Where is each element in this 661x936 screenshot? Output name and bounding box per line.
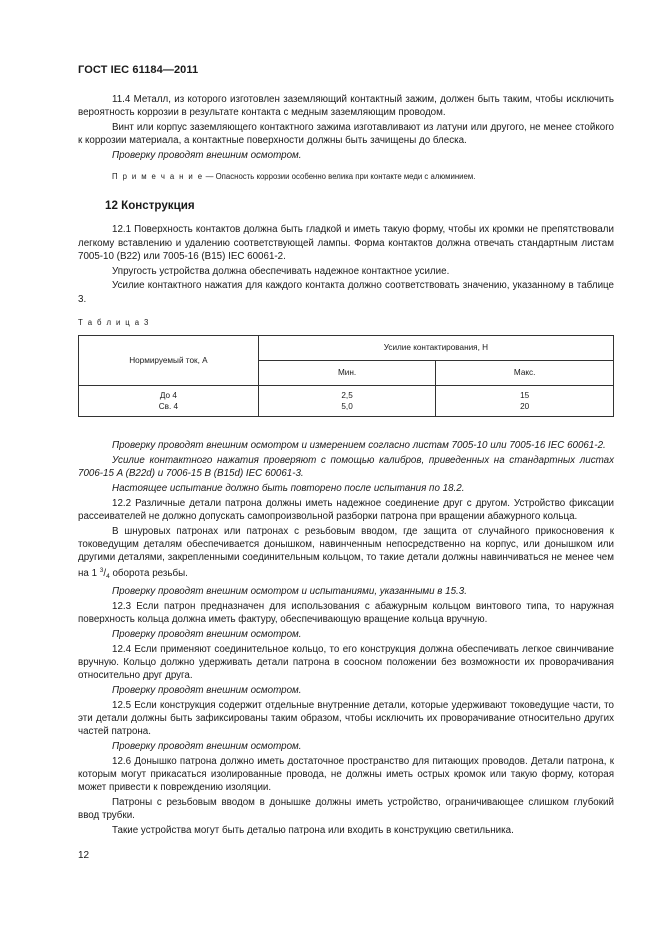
paragraph-12-1-force: Усилие контактного нажатия для каждого контакта должно соответствовать значению, указанному в таблице 3. <box>78 280 614 305</box>
max-value: 20 <box>520 402 530 412</box>
note-text: — Опасность коррозии особенно велика при контакте меди с алюминием. <box>203 172 476 182</box>
fraction-denominator: 4 <box>106 573 110 581</box>
verification-note: Проверку проводят внешним осмотром. <box>112 628 302 640</box>
section-title: 12 Конструкция <box>105 199 195 213</box>
header-min: Мин. <box>258 360 436 386</box>
paragraph-12-5: 12.5 Если конструкция содержит отдельные внутренние детали, которые удерживают токоведущие части, то эти детали должны быть зафиксированы таким образом, чтобы исключить их проворачивание относительно других частей патрона. <box>78 699 614 738</box>
note-label: П р и м е ч а н и е <box>112 172 204 182</box>
max-cell <box>436 386 614 417</box>
current-value: Св. 4 <box>158 402 179 412</box>
verification-gauge: Проверку проводят внешним осмотром и измерением согласно листам 7005-10 или 7005-16 IEC 60061-2. <box>112 440 606 452</box>
document-body <box>78 93 614 837</box>
paragraph-11-4: 11.4 Металл, из которого изготовлен заземляющий контактный зажим, должен быть таким, чтобы исключить вероятность коррозии в результате контакта с медным заземляющим проводом. <box>78 94 614 119</box>
paragraph-12-4: 12.4 Если применяют соединительное кольцо, то его конструкция должна обеспечивать легкое свинчивание вручную. Кольцо должно удерживать детали патрона в соосном положении без возможности их проворачивания относительно друг друга. <box>78 643 614 682</box>
document-header: ГОСТ IEC 61184—2011 <box>78 64 199 76</box>
header-force: Усилие контактирования, Н <box>258 336 613 360</box>
paragraph-12-6: 12.6 Донышко патрона должно иметь достаточное пространство для питающих проводов. Детали патрона, к которым могут прикасаться изолированные провода, не должны иметь острых кромок или такую форму, которая может привести к повреждению изоляции. <box>78 755 614 794</box>
verification-tests: Проверку проводят внешним осмотром и испытаниями, указанными в 15.3. <box>112 586 467 598</box>
verification-note: Проверку проводят внешним осмотром. <box>112 684 302 696</box>
threads-text: В шнуровых патронах или патронах с резьбовым вводом, где защита от случайного прикосновения к токоведущим деталям обеспечивается донышком, навинченным непосредственно на корпус, или донышком или другими деталями, закрепленными соединительным кольцом, то такие детали должны навинчиваться не менее чем на 1 <box>78 525 614 580</box>
header-current: Нормируемый ток, А <box>79 336 259 386</box>
verification-note: Проверку проводят внешним осмотром. <box>112 740 302 752</box>
paragraph-12-2-threads: В шнуровых патронах или патронах с резьбовым вводом, где защита от случайного прикосновения к токоведущим деталям обеспечивается донышком, навинченным непосредственно на корпус, или донышком или другими деталями, закрепленными соединительным кольцом, то такие детали должны навинчиваться не менее чем на 1 $^3/_4$ оборота резьбы. <box>78 525 614 581</box>
min-value: 5,0 <box>341 402 353 412</box>
min-cell <box>258 386 436 417</box>
threads-text-end: оборота резьбы. <box>109 568 188 580</box>
current-value: До 4 <box>159 391 177 401</box>
paragraph-12-6-conduit: Патроны с резьбовым вводом в донышке должны иметь устройство, ограничивающее слишком глубокий ввод трубки. <box>78 796 614 822</box>
page-number: 12 <box>78 850 90 861</box>
min-value: 2,5 <box>341 391 353 401</box>
verification-calibers: Усилие контактного нажатия проверяют с помощью калибров, приведенных на стандартных листах 7006-15 A (B22d) и 7006-15 B (B15d) IEC 60061-3. <box>78 454 614 480</box>
table-label: Т а б л и ц а 3 <box>78 317 150 327</box>
paragraph-12-1: 12.1 Поверхность контактов должна быть гладкой и иметь такую форму, чтобы их кромки не препятствовали легкому вставлению и удалению соответствующей лампы. Форма контактов должна отвечать стандартным листам 7005-10 (B22) или 7005-16 (B15) IEC 60061-2. <box>78 224 614 262</box>
paragraph-12-3: 12.3 Если патрон предназначен для использования с абажурным кольцом винтового типа, то наружная поверхность кольца должна иметь фактуру, обеспечивающую вращение кольца вручную. <box>78 600 614 626</box>
fraction-numerator: 3 <box>99 567 104 575</box>
paragraph-12-1-elasticity: Упругость устройства должна обеспечивать надежное контактное усилие. <box>112 265 450 277</box>
paragraph-11-4-material: Винт или корпус заземляющего контактного зажима изготавливают из латуни или другого, не менее стойкого к коррозии материала, а контактные поверхности должны быть зачищены до блеска. <box>78 122 614 147</box>
table-row <box>79 386 614 417</box>
current-cell <box>79 386 259 417</box>
paragraph-12-6-devices: Такие устройства могут быть деталью патрона или входить в конструкцию светильника. <box>112 824 514 836</box>
verification-note: Проверку проводят внешним осмотром. <box>112 150 302 161</box>
note-paragraph <box>78 170 614 183</box>
table-3 <box>78 335 614 417</box>
verification-repeat: Настоящее испытание должно быть повторено после испытания по 18.2. <box>112 482 465 494</box>
max-value: 15 <box>520 391 530 401</box>
paragraph-12-2: 12.2 Различные детали патрона должны иметь надежное соединение друг с другом. Устройство фиксации рассеивателей не должно допускать самопроизвольной разборки патрона при вращении абажурного кольца. <box>78 497 614 522</box>
header-max: Макс. <box>436 360 614 386</box>
